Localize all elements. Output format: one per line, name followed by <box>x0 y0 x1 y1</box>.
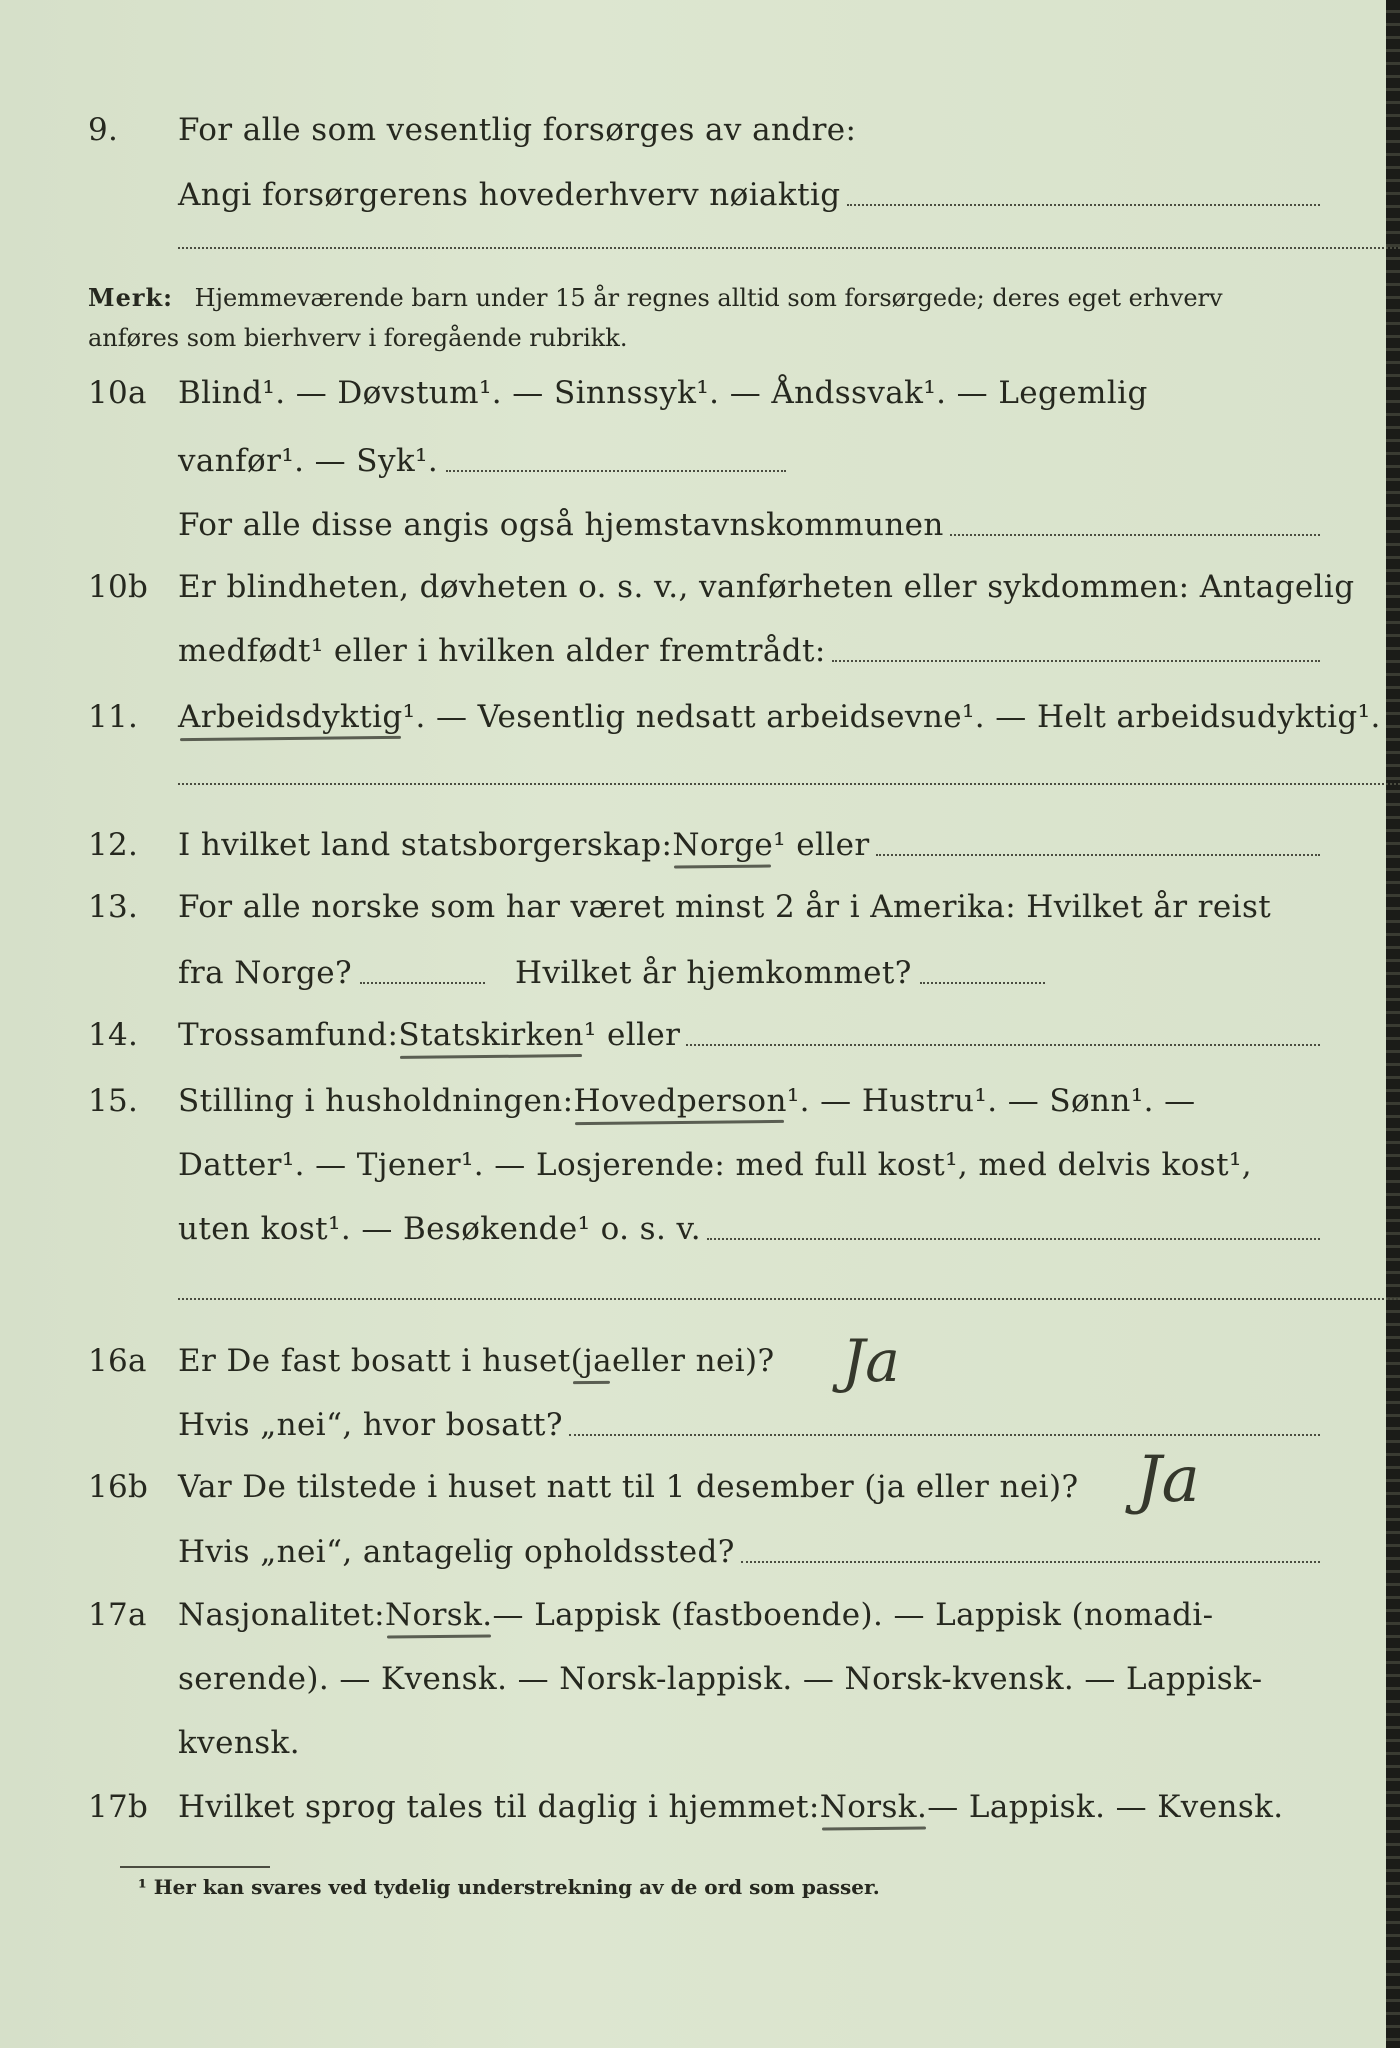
answer-line[interactable] <box>950 534 1320 536</box>
question-number: 9. <box>88 112 119 148</box>
answer-line[interactable] <box>569 1434 1320 1436</box>
answer-line[interactable] <box>178 1298 1400 1300</box>
question-text: Er blindheten, døvheten o. s. v., vanførheten eller sykdommen: Antagelig <box>178 569 1355 605</box>
note-merk <box>88 278 1318 358</box>
question-17a-line-3 <box>0 1718 1320 1768</box>
question-text: Angi forsørgerens hovederhverv nøiaktig <box>178 177 841 213</box>
question-text: fra Norge? <box>178 955 353 991</box>
question-text: Hvilket år hjemkommet? <box>515 955 912 991</box>
question-number: 10a <box>88 375 147 411</box>
question-10a <box>0 368 1320 418</box>
question-10a-line-3 <box>0 500 1320 550</box>
underlined-answer: Norge <box>672 820 773 870</box>
answer-line[interactable] <box>920 982 1045 984</box>
question-12 <box>0 820 1320 870</box>
question-text: ¹ eller <box>583 1017 681 1053</box>
footnote: ¹ Her kan svares ved tydelig understrekning av de ord som passer. <box>138 1875 880 1899</box>
question-13-line-2 <box>0 948 1320 998</box>
question-text: — Lappisk (fastboende). — Lappisk (nomadi- <box>492 1597 1214 1633</box>
answer-line[interactable] <box>847 204 1320 206</box>
question-text: medfødt¹ eller i hvilken alder fremtrådt: <box>178 633 826 669</box>
scan-edge <box>1386 0 1400 2048</box>
question-9 <box>0 105 1320 155</box>
question-10b-line-2 <box>0 626 1320 676</box>
question-number: 13. <box>88 889 139 925</box>
question-17b <box>0 1782 1320 1832</box>
question-number: 17a <box>88 1597 147 1633</box>
answer-line[interactable] <box>707 1238 1320 1240</box>
question-15 <box>0 1076 1320 1126</box>
footnote-rule <box>120 1866 270 1868</box>
handwritten-answer-16a: Ja <box>842 1327 900 1395</box>
question-text: Datter¹. — Tjener¹. — Losjerende: med full kost¹, med delvis kost¹, <box>178 1147 1253 1183</box>
question-14 <box>0 1010 1320 1060</box>
question-15-line-2 <box>0 1140 1320 1190</box>
question-text: Hvis „nei“, antagelig opholdssted? <box>178 1534 735 1570</box>
answer-line[interactable] <box>876 854 1320 856</box>
underlined-answer: Norsk. <box>820 1782 928 1832</box>
question-text: Var De tilstede i huset natt til 1 desember (ja eller nei)? <box>178 1469 1079 1505</box>
question-17a-line-2 <box>0 1654 1320 1704</box>
answer-line[interactable] <box>360 982 485 984</box>
question-number: 16a <box>88 1343 147 1379</box>
question-number: 17b <box>88 1789 149 1825</box>
question-text: uten kost¹. — Besøkende¹ o. s. v. <box>178 1211 701 1247</box>
question-number: 15. <box>88 1083 139 1119</box>
underlined-answer: (ja <box>571 1336 612 1386</box>
question-number: 12. <box>88 827 139 863</box>
question-10a-line-2 <box>0 436 1320 486</box>
answer-line[interactable] <box>446 470 786 472</box>
question-text: ¹. — Vesentlig nedsatt arbeidsevne¹. — Helt arbeidsudyktig¹. <box>402 699 1381 735</box>
question-text: kvensk. <box>178 1725 300 1761</box>
question-number: 10b <box>88 569 149 605</box>
question-text: — Lappisk. — Kvensk. <box>927 1789 1284 1825</box>
question-text: For alle norske som har været minst 2 år i Amerika: Hvilket år reist <box>178 889 1272 925</box>
answer-line[interactable] <box>741 1561 1320 1563</box>
question-text: Stilling i husholdningen: <box>178 1083 574 1119</box>
question-number: 16b <box>88 1469 149 1505</box>
answer-line[interactable] <box>178 247 1400 249</box>
question-16b-line-2 <box>0 1527 1320 1577</box>
underlined-answer: Norsk. <box>385 1590 493 1640</box>
answer-line[interactable] <box>832 660 1320 662</box>
underlined-answer: Arbeidsdyktig <box>178 692 403 742</box>
question-15-line-3 <box>0 1204 1320 1254</box>
underlined-answer: Statskirken <box>398 1010 584 1060</box>
question-16a <box>0 1336 1320 1386</box>
question-text: I hvilket land statsborgerskap: <box>178 827 673 863</box>
question-text: Nasjonalitet: <box>178 1597 385 1633</box>
answer-line[interactable] <box>178 783 1400 785</box>
question-text: eller nei)? <box>612 1343 775 1379</box>
underlined-answer: Hovedperson <box>573 1076 786 1126</box>
question-17a <box>0 1590 1320 1640</box>
question-text: ¹. — Hustru¹. — Sønn¹. — <box>786 1083 1196 1119</box>
question-text: Blind¹. — Døvstum¹. — Sinnssyk¹. — Åndssvak¹. — Legemlig <box>178 375 1148 411</box>
question-text: serende). — Kvensk. — Norsk-lappisk. — Norsk-kvensk. — Lappisk- <box>178 1661 1263 1697</box>
note-text: Hjemmeværende barn under 15 år regnes alltid som forsørgede; deres eget erhverv anføres som bierhverv i foregående rubrikk. <box>88 284 1223 352</box>
question-16a-line-2 <box>0 1400 1320 1450</box>
note-label: Merk: <box>88 283 173 312</box>
question-text: vanfør¹. — Syk¹. <box>178 443 439 479</box>
answer-line[interactable] <box>686 1044 1320 1046</box>
handwritten-answer-16b: Ja <box>1136 1443 1200 1517</box>
question-text: ¹ eller <box>773 827 870 863</box>
question-text: For alle disse angis også hjemstavnskommunen <box>178 507 944 543</box>
question-9-line-2 <box>0 170 1320 220</box>
question-text: Hvilket sprog tales til daglig i hjemmet: <box>178 1789 820 1825</box>
question-11 <box>0 692 1381 742</box>
question-text: For alle som vesentlig forsørges av andre: <box>178 112 857 148</box>
question-16b <box>0 1462 1320 1512</box>
question-text: Er De fast bosatt i huset <box>178 1343 571 1379</box>
question-number: 14. <box>88 1017 139 1053</box>
question-10b <box>0 562 1355 612</box>
question-text: Hvis „nei“, hvor bosatt? <box>178 1407 563 1443</box>
question-13 <box>0 882 1320 932</box>
question-number: 11. <box>88 699 139 735</box>
question-text: Trossamfund: <box>178 1017 399 1053</box>
